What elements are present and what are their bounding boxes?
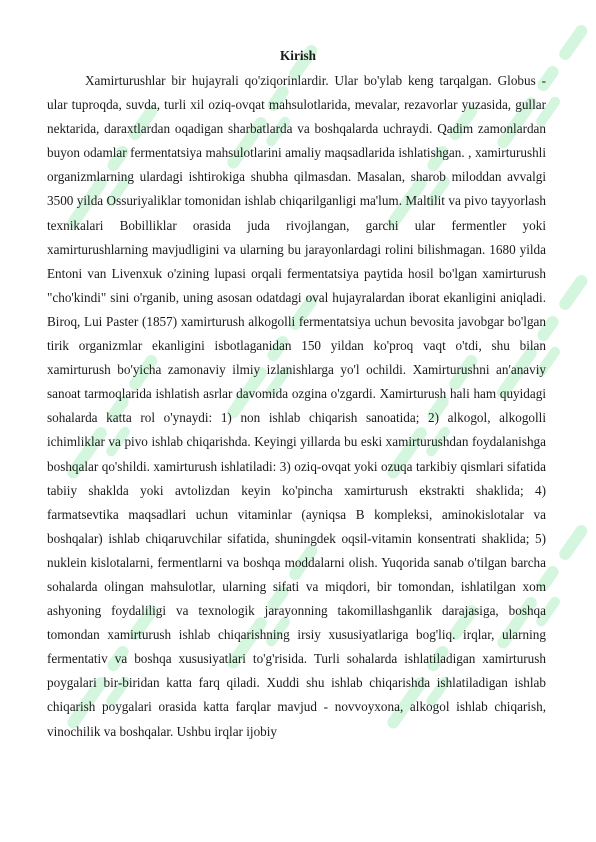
body-paragraph: Xamirturushlar bir hujayrali qo'ziqorinlardir. Ular bo'ylab keng tarqalgan. Globus - ular tuproqda, suvda, turli xil oziq-ovqat mahsulotlarida, mevalar, rezavorlar yuzasida, gullar nektarida, daraxtlardan oqadigan sharbatlarda va boshqalarda uchraydi. Qadim zamonlardan buyon odamlar fermentatsiya mahsulotlarini amaliy maqsadlarida ishlatishgan. , xamirturushli organizmlarning ulardagi ishtirokiga shubha qilmasdan. Masalan, sharob miloddan avvalgi 3500 yilda Ossuriyaliklar tomonidan ishlab chiqarilganligi ma'lum. Maltilit va pivo tayyorlash texnikalari Bobilliklar orasida juda rivojlangan, garchi ular fermentler yoki xamirturushlarning mavjudligini va ularning bu jarayonlardagi rolini bilishmagan. 1680 yilda Entoni van Livenxuk o'zining lupasi orqali fermentatsiya paytida hosil bo'lgan xamirturush "cho'kindi" sini o'rganib, uning asosan odatdagi oval hujayralardan iborat ekanligini aniqladi. Biroq, Lui Paster (1857) xamirturush alkogolli fermentatsiya uchun bevosita javobgar bo'lgan tirik organizmlar ekanligini isbotlaganidan 150 yildan ko'proq vaqt o'tdi, shu bilan xamirturush bo'yicha zamonaviy ilmiy izlanishlarga yo'l ochildi. Xamirturushni an'anaviy sanoat tarmoqlarida ishlatish asrlar davomida ozgina o'zgardi. Xamirturush hali ham quyidagi sohalarda katta rol o'ynaydi: 1) non ishlab chiqarish sanoatida; 2) alkogol, alkogolli ichimliklar va pivo ishlab chiqarishda. Keyingi yillarda bu eski xamirturushdan foydalanishga boshqalar qo'shildi. xamirturush ishlatiladi: 3) oziq-ovqat yoki ozuqa tarkibiy qismlari sifatida tabiiy shaklda yoki avtolizdan keyin ko'pincha xamirturush ekstrakti shaklida; 4) farmatsevtika maqsadlari uchun vitaminlar (ayniqsa B kompleksi, aminokislotalar va boshqalar) ishlab chiqaruvchilar sifatida, shuningdek oqsil-vitamin konsentrati shaklida; 5) nuklein kislotalarni, fermentlarni va boshqa moddalarni olish. Yuqorida sanab o'tilgan barcha sohalarda olingan mahsulotlar, ularning sifati va miqdori, bir tomondan, ishlatilgan xom ashyoning foydaliligi va texnologik jarayonning takomillashganlik darajasiga, boshqa tomondan xamirturush ishlab chiqarishning irsiy xususiyatlariga bog'liq. irqlar, ularning fermentativ va boshqa xususiyatlari to'g'risida. Turli sohalarda ishlatiladigan xamirturush poygalari bir-biridan katta farq qiladi. Xuddi shu ishlab chiqarishda ishlatiladigan ishlab chiqarish poygalari orasida katta farqlar mavjud - novvoyxona, alkogol ishlab chiqarish, vinochilik va boshqalar. Ushbu irqlar ijobiy [47,73,546,739]
section-title: Kirish [280,48,316,63]
